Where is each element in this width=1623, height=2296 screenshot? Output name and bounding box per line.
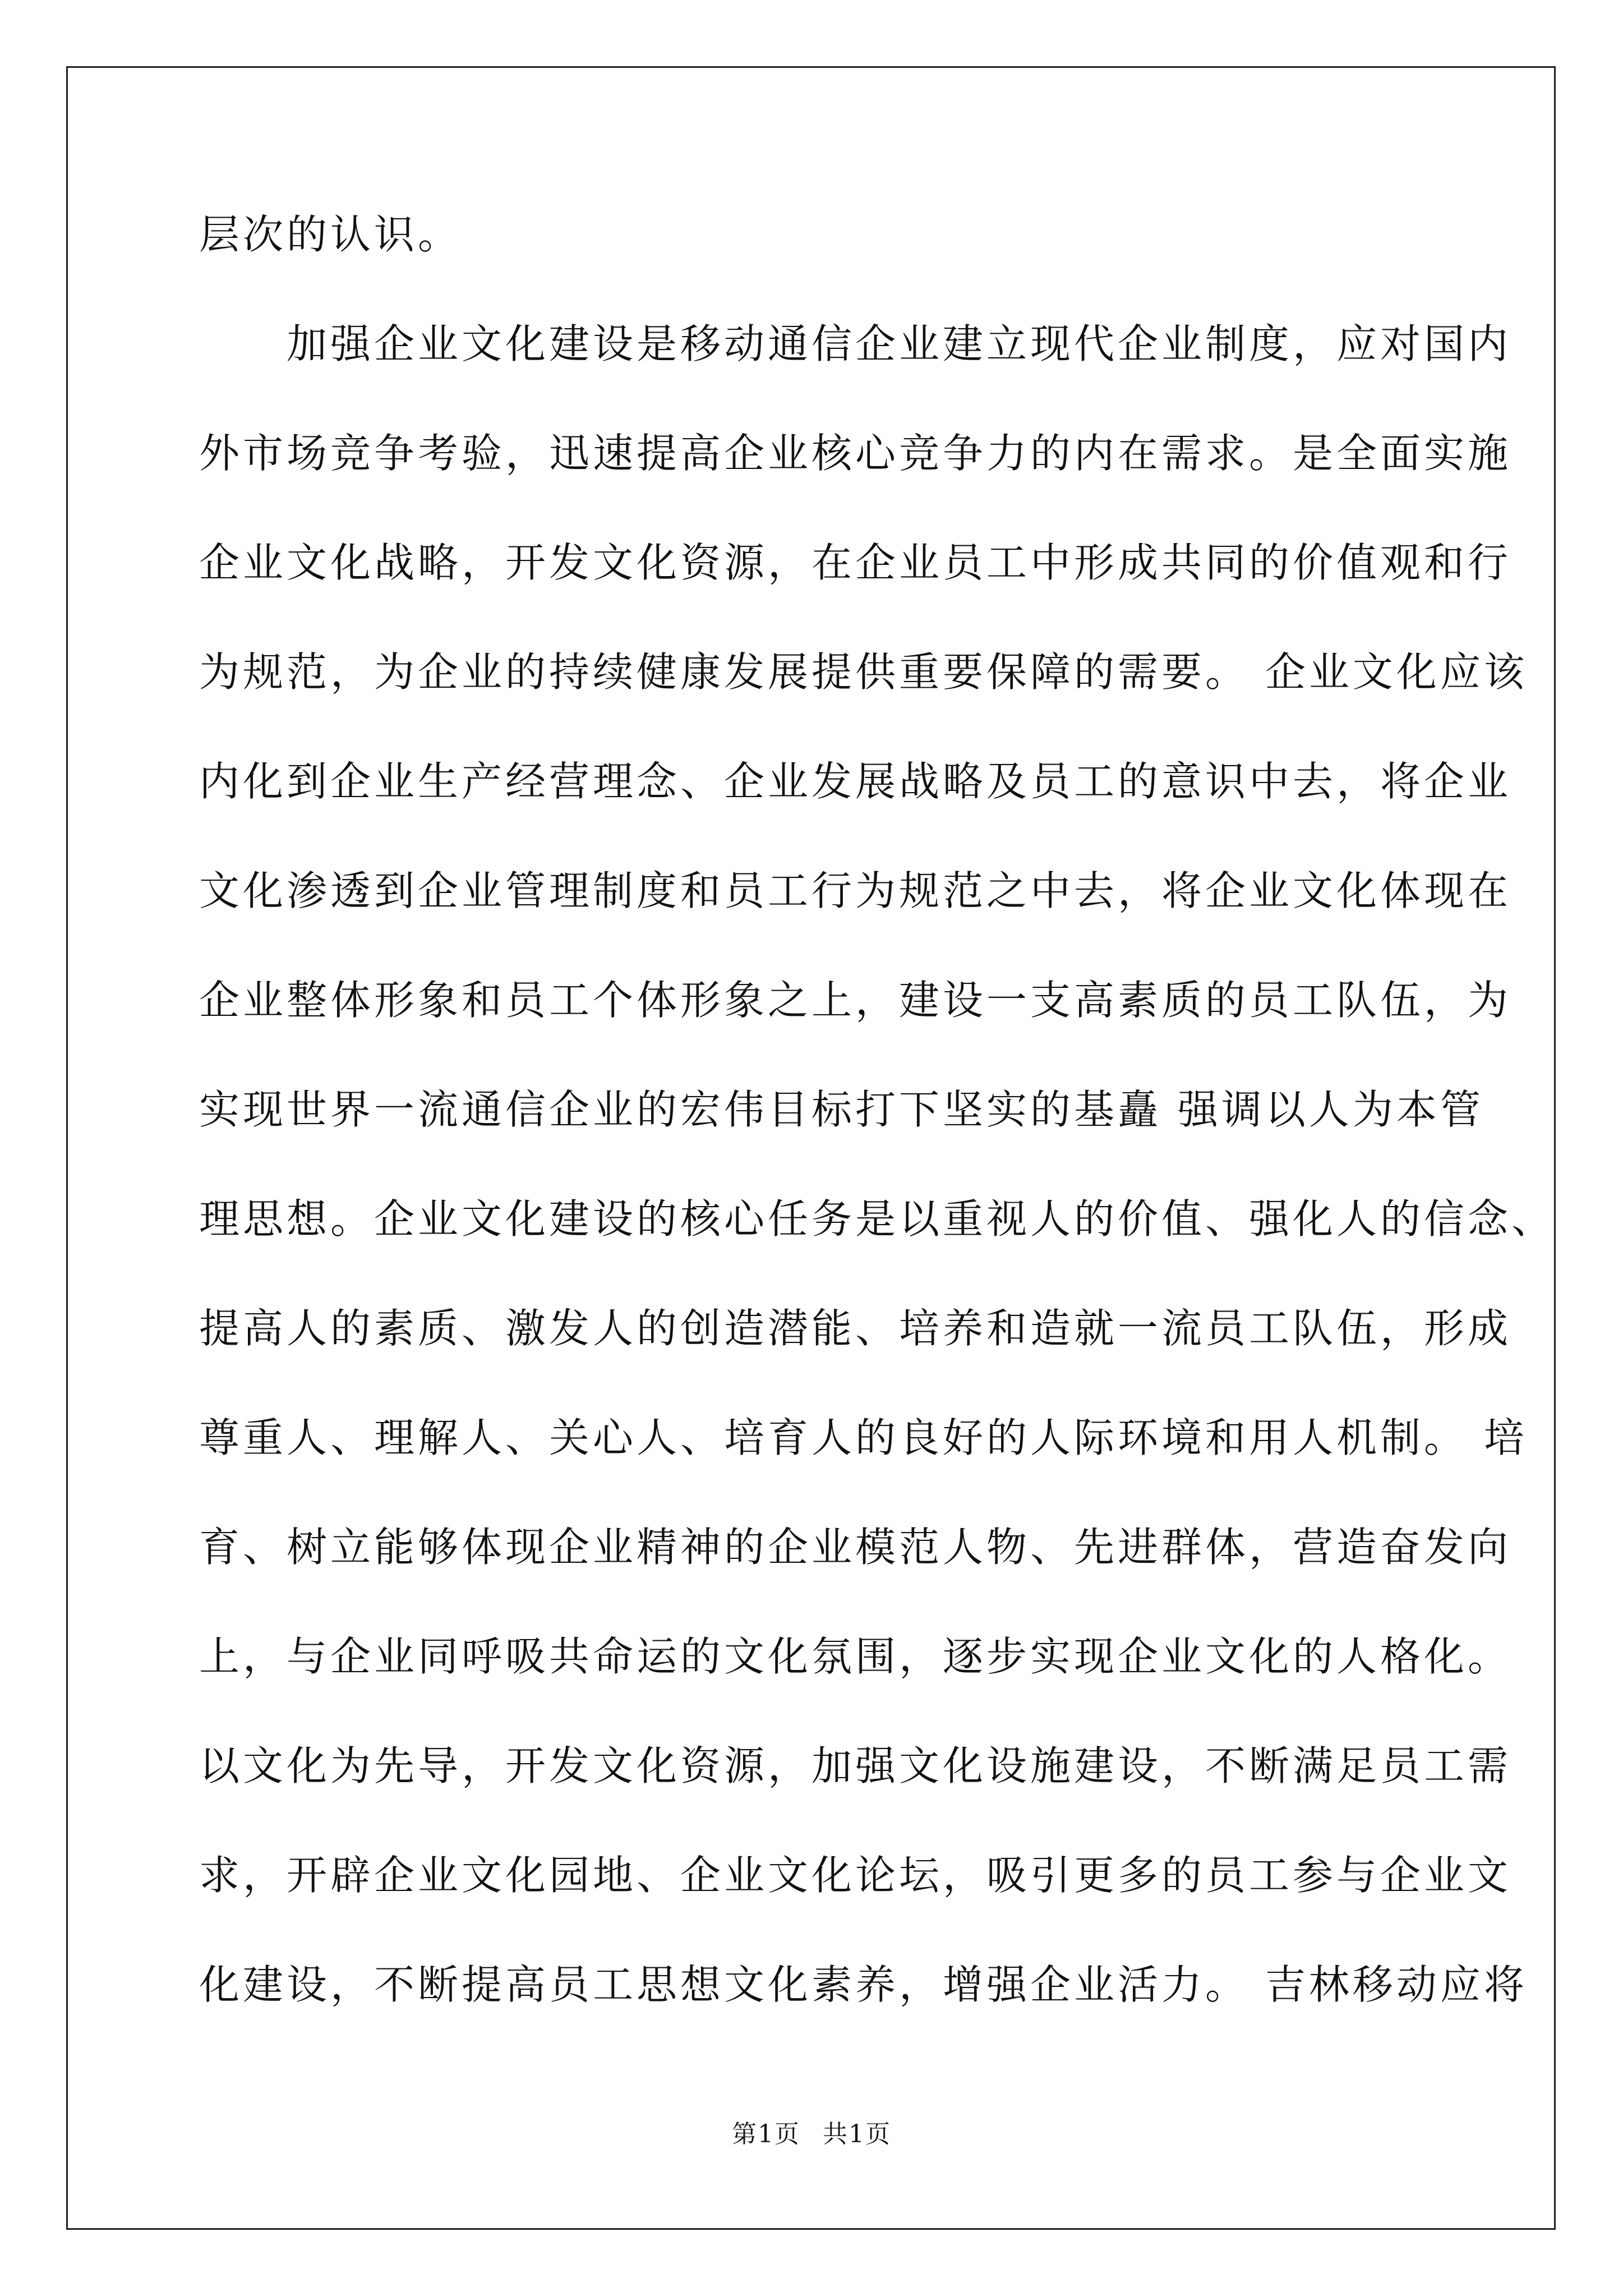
text-line: 企业文化战略，开发文化资源，在企业员工中形成共同的价值观和行 xyxy=(199,539,1512,586)
text-line: 求，开辟企业文化园地、企业文化论坛，吸引更多的员工参与企业文 xyxy=(199,1852,1512,1899)
text-line: 文化渗透到企业管理制度和员工行为规范之中去，将企业文化体现在 xyxy=(199,867,1512,914)
page-border xyxy=(66,66,1556,2230)
text-line: 加强企业文化建设是移动通信企业建立现代企业制度，应对国内 xyxy=(199,320,1512,367)
text-line: 理思想。企业文化建设的核心任务是以重视人的价值、强化人的信念、 xyxy=(199,1195,1556,1243)
text-line: 外市场竞争考验，迅速提高企业核心竞争力的内在需求。是全面实施 xyxy=(199,430,1512,477)
page-footer xyxy=(0,2118,1623,2151)
text-line: 化建设，不断提高员工思想文化素养，增强企业活力。 吉林移动应将 xyxy=(199,1961,1528,2008)
text-line: 内化到企业生产经营理念、企业发展战略及员工的意识中去，将企业 xyxy=(199,758,1512,805)
text-line: 以文化为先导，开发文化资源，加强文化设施建设，不断满足员工需 xyxy=(199,1742,1512,1789)
text-line: 层次的认识。 xyxy=(199,211,462,258)
text-line: 企业整体形象和员工个体形象之上，建设一支高素质的员工队伍，为 xyxy=(199,977,1512,1024)
text-line: 为规范，为企业的持续健康发展提供重要保障的需要。 企业文化应该 xyxy=(199,648,1528,696)
text-line: 实现世界一流通信企业的宏伟目标打下坚实的基矗 强调以人为本管 xyxy=(199,1086,1484,1133)
text-line: 尊重人、理解人、关心人、培育人的良好的人际环境和用人机制。 培 xyxy=(199,1414,1528,1461)
text-line: 育、树立能够体现企业精神的企业模范人物、先进群体，营造奋发向 xyxy=(199,1524,1512,1571)
text-line: 提高人的素质、激发人的创造潜能、培养和造就一流员工队伍，形成 xyxy=(199,1305,1512,1352)
page-total: 共1页 xyxy=(823,2120,891,2148)
text-line: 上，与企业同呼吸共命运的文化氛围，逐步实现企业文化的人格化。 xyxy=(199,1633,1512,1680)
page-number: 第1页 xyxy=(732,2120,800,2148)
